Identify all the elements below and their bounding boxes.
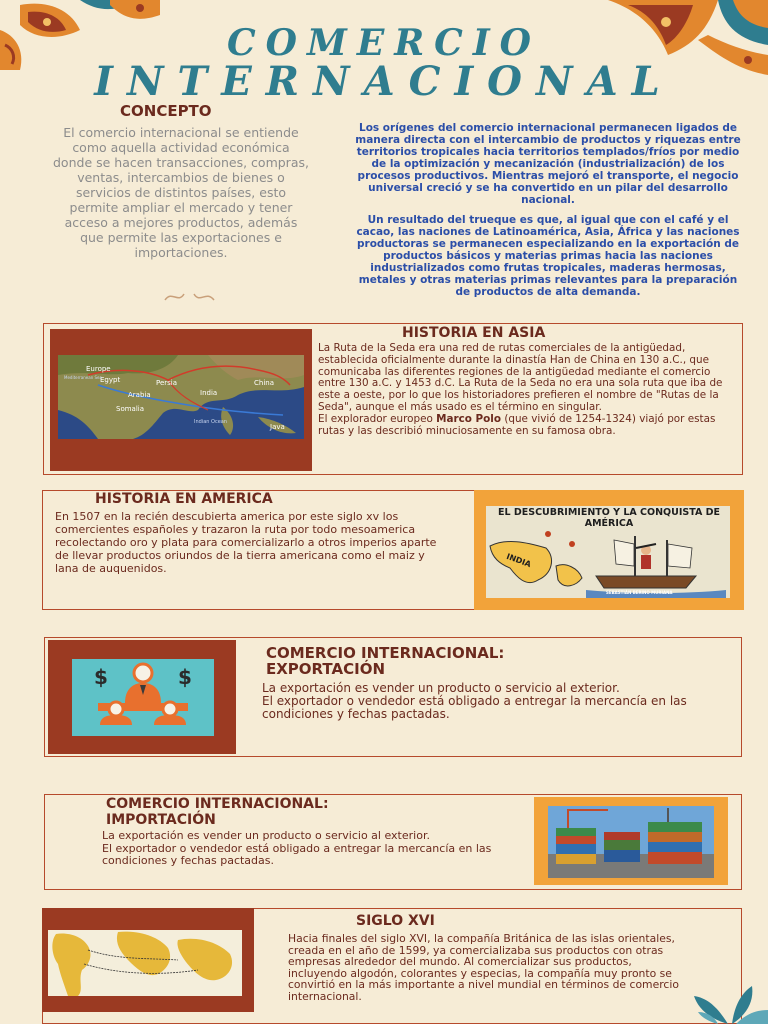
shipping-containers-image [548, 806, 714, 878]
conquista-america-image [486, 506, 730, 598]
map-label-europe: Europe [86, 365, 111, 373]
world-map-image [48, 930, 242, 996]
page-title-line1: COMERCIO [226, 22, 542, 64]
map-label-china: China [254, 379, 274, 387]
map-label-india: India [200, 389, 218, 397]
concepto-heading: CONCEPTO [120, 102, 212, 120]
exportacion-text-1: La exportación es vender un producto o servicio al exterior. [262, 681, 620, 695]
conquista-image-land-label: INDIA [505, 551, 533, 570]
america-heading: HISTORIA EN AMERICA [95, 491, 273, 507]
exportacion-text [262, 682, 722, 721]
map-label-indian-ocean: Indian Ocean [194, 419, 228, 425]
exportacion-heading-2: EXPORTACIÓN [266, 660, 386, 678]
importacion-heading-1: COMERCIO INTERNACIONAL: [106, 796, 329, 812]
conquista-image-author: SEBASTIÁN BERINO MURIANA [606, 590, 673, 595]
importacion-heading-2: IMPORTACIÓN [106, 812, 216, 828]
asia-text-2-pre: El explorador europeo [318, 412, 437, 425]
map-label-persia: Persia [156, 379, 178, 387]
conquista-image-title: EL DESCUBRIMIENTO Y LA CONQUISTA DE AMÉRICA [498, 507, 720, 529]
asia-heading: HISTORIA EN ASIA [402, 325, 546, 341]
concepto-text: El comercio internacional se entiende como aquella actividad económica donde se hacen transacciones, compras, ventas, intercambios de bienes o servicios de distintos países, esto permite ampliar el mercado y tener acceso a mejores productos, además que permite las exportaciones e importaciones. [53, 125, 309, 260]
importacion-text-2: El exportador o vendedor está obligado a entregar la mercancía en las condiciones y fechas pactadas. [102, 841, 492, 867]
marco-polo-name: Marco Polo [436, 412, 502, 425]
exportacion-heading-1: COMERCIO INTERNACIONAL: [266, 644, 505, 662]
map-label-mediterranean: Mediterranean Sea [64, 375, 102, 380]
origenes-text-2: Un resultado del trueque es que, al igual que con el café y el cacao, las naciones de Latinoamérica, Asia, África y las naciones productoras se permanecen especializando en la exportación de productos básicos y materias primas hacia las naciones industrializados como frutas tropicales, maderas hermosas, metales y otras materias primas relevantes para la preparación de productos de alta demanda. [356, 214, 740, 298]
page-title-line2: INTERNACIONAL [94, 58, 674, 105]
map-label-somalia: Somalia [116, 405, 145, 413]
asia-text-main: La Ruta de la Seda era una red de rutas comerciales de la antigüedad, establecida oficialmente durante la dinastía Han de China en 130 a.C., que comunicaba las diferentes regiones de la antigüedad mediante el comercio entre 130 a.C. y 1453 d.C. La Ruta de la Seda no era una sola ruta que iba de este a oeste, por lo que los historiadores prefieren el nombre de "Rutas de la Seda", aunque el más usado es el término en singular. [318, 342, 723, 413]
dollar-icon-left: $ [94, 665, 108, 689]
importacion-text-1: La exportación es vender un producto o servicio al exterior. [102, 829, 430, 842]
leaf-ornament [688, 978, 768, 1024]
swirl-decoration [160, 288, 220, 306]
ship-and-map-illustration [486, 506, 730, 598]
america-text: En 1507 en la recién descubierta america por este siglo xv los comercientes españoles y trazaron la ruta por todo mesoamerica recolectando oro y plata para comercializarlo a otros imperios aparte de llevar productos oriundos de la tierra americana como el maiz y lana de auquenidos. [55, 510, 437, 575]
exportacion-text-2: El exportador o vendedor está obligado a entregar la mercancía en las condiciones y fechas pactadas. [262, 694, 687, 721]
map-label-arabia: Arabia [128, 391, 151, 399]
siglo-heading: SIGLO XVI [356, 913, 435, 929]
silk-road-map-image [58, 355, 304, 439]
asia-text-2-post: (que vivió de 1254-1324) viajó por estas rutas y las describió minuciosamente en su famosa obra. [318, 412, 716, 437]
dollar-icon-right: $ [178, 665, 192, 689]
importacion-text [102, 830, 502, 868]
origenes-text-1: Los orígenes del comercio internacional permanecen ligados de manera directa con el intercambio de productos y riquezas entre territorios tropicales hacia territorios templados/fríos por medio de la optimización y mecanización (industrialización) de los procesos productivos. Mientras mejoró el transporte, el negocio universal creció y se ha convertido en un pilar del desarrollo nacional. [355, 122, 741, 206]
exportacion-icon-box [72, 659, 214, 736]
siglo-text: Hacia finales del siglo XVI, la compañía Británica de las islas orientales, creada en el año de 1599, ya comercializaba sus productos con otras empresas alrededor del mundo. Al comercializar sus productos, incluyendo algodón, colorantes y especias, la compañía muy pronto se convirtió en la más importante a nivel mundial en términos de comercio internacional. [288, 932, 679, 1003]
asia-text [318, 343, 728, 437]
map-label-java: Java [270, 423, 285, 431]
map-label-egypt: Egypt [100, 376, 121, 384]
